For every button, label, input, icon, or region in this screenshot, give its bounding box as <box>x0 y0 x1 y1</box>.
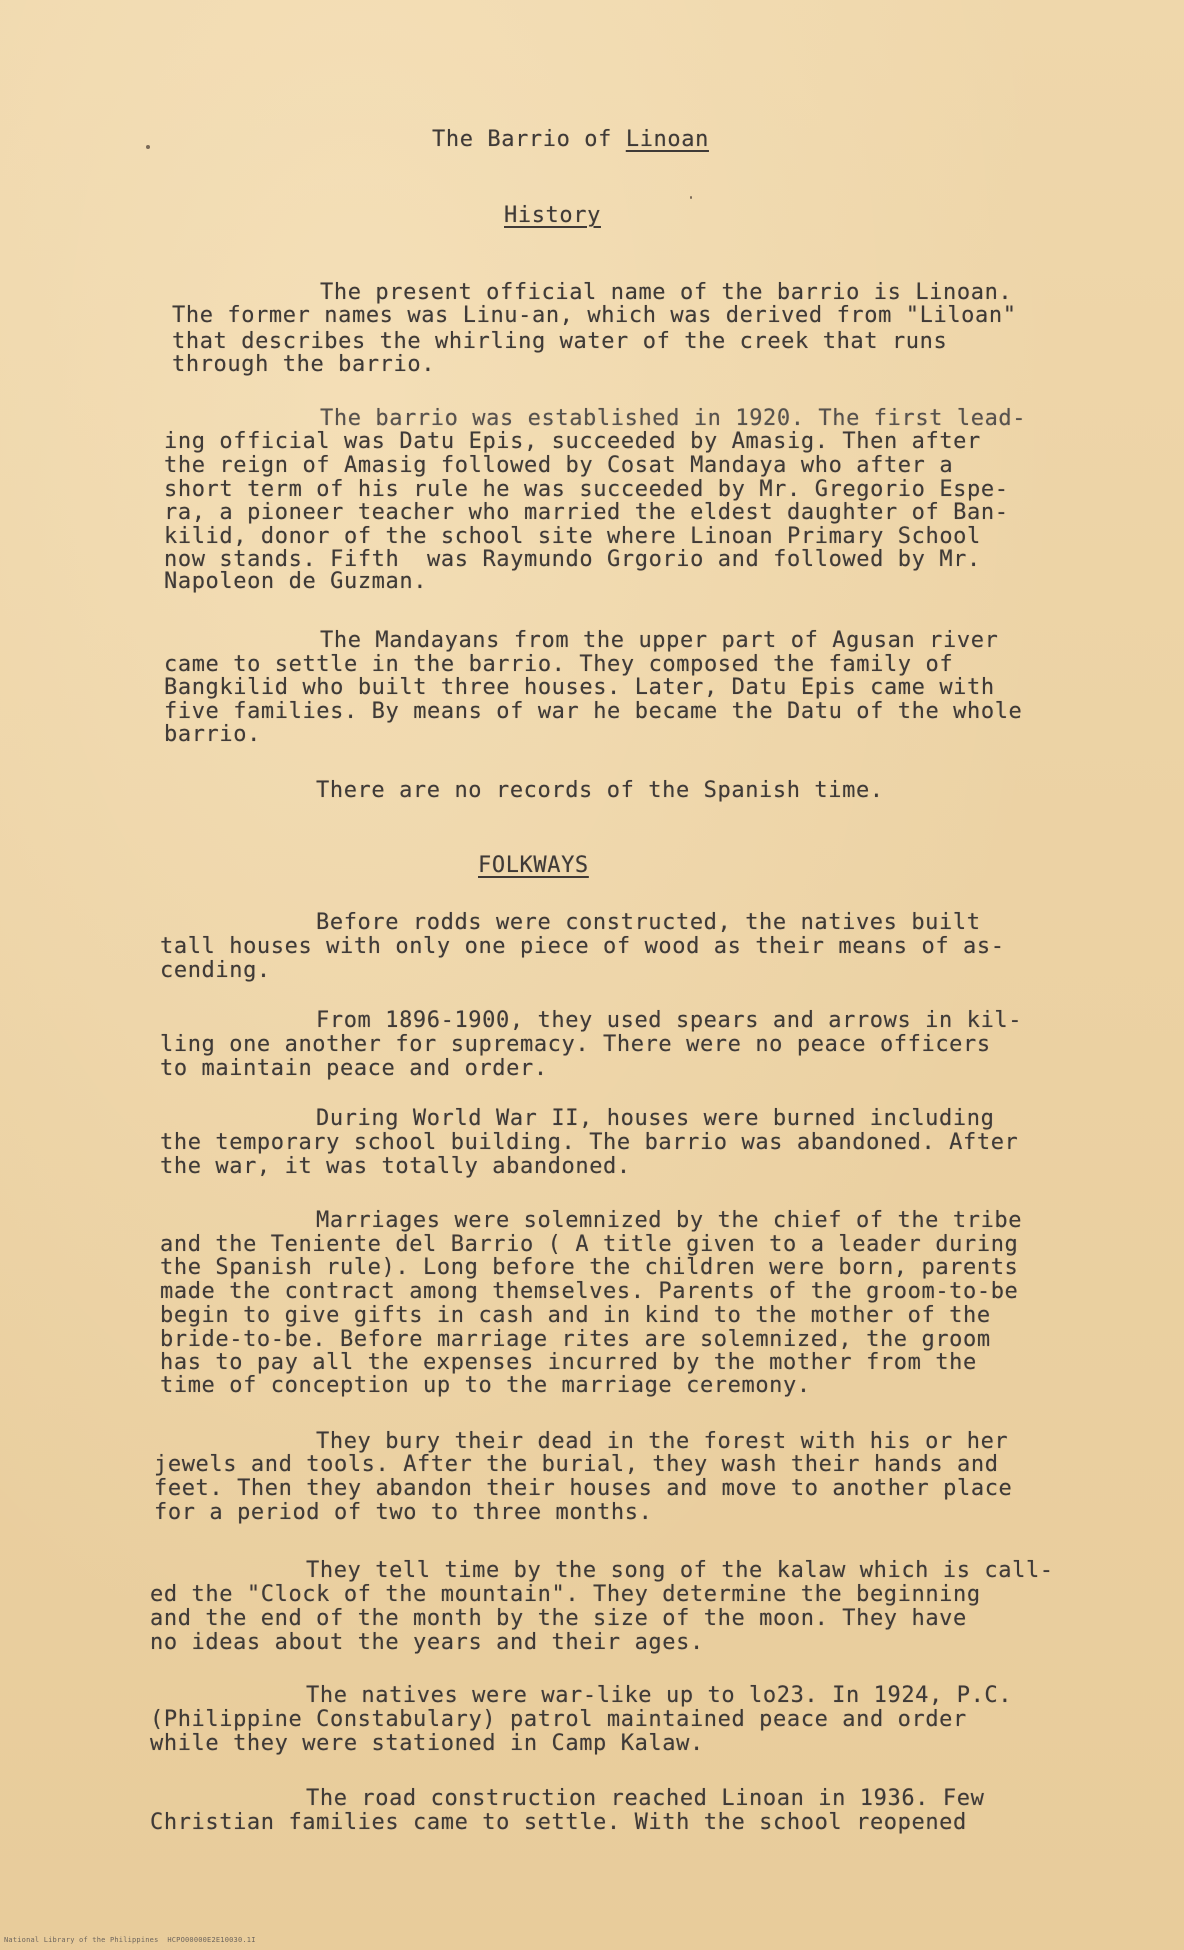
history-p3-line: Bangkilid who built three houses. Later, Datu Epis came with <box>164 675 995 700</box>
archive-credit: National Library of the Philippines HCPO00000E2E10030.1I <box>4 1936 256 1944</box>
folkways-p5-line: feet. Then they abandon their houses and move to another place <box>154 1476 1013 1501</box>
folkways-p7-line: The natives were war-like up to lo23. In 1924, P.C. <box>306 1683 1013 1708</box>
folkways-p1-line: Before rodds were constructed, the natives built <box>316 910 981 935</box>
folkways-p1-line: cending. <box>160 958 271 983</box>
history-p2-line: the reign of Amasig followed by Cosat Mandaya who after a <box>164 453 954 478</box>
folkways-p5-line: for a period of two to three months. <box>154 1500 653 1525</box>
history-p1-line: that describes the whirling water of the creek that runs <box>172 329 948 354</box>
folkways-p4-line: made the contract among themselves. Parents of the groom-to-be <box>160 1279 1019 1304</box>
title-prefix: The Barrio of <box>432 127 626 152</box>
folkways-p6-line: no ideas about the years and their ages. <box>150 1630 704 1655</box>
folkways-p7-line: while they were stationed in Camp Kalaw. <box>150 1731 704 1756</box>
section-heading-folkways: FOLKWAYS <box>478 853 589 878</box>
folkways-p5-line: They bury their dead in the forest with his or her <box>316 1429 1009 1454</box>
folkways-p8-line: The road construction reached Linoan in 1936. Few <box>306 1786 985 1811</box>
folkways-p4-line: the Spanish rule). Long before the children were born, parents <box>160 1255 1019 1280</box>
folkways-p3-line: the war, it was totally abandoned. <box>160 1154 631 1179</box>
history-p2-line: Napoleon de Guzman. <box>164 569 428 594</box>
title-place: Linoan <box>625 127 709 152</box>
folkways-p5-line: jewels and tools. After the burial, they wash their hands and <box>154 1452 999 1477</box>
paper-speck <box>690 196 692 199</box>
folkways-p2-line: to maintain peace and order. <box>160 1056 548 1081</box>
folkways-p2-line: From 1896-1900, they used spears and arrows in kil- <box>316 1008 1023 1033</box>
folkways-p4-line: bride-to-be. Before marriage rites are solemnized, the groom <box>160 1327 991 1352</box>
folkways-p1-line: tall houses with only one piece of wood as their means of as- <box>160 934 1005 959</box>
history-p3-line: five families. By means of war he became the Datu of the whole <box>164 699 1023 724</box>
folkways-p8-line: Christian families came to settle. With the school reopened <box>150 1810 967 1835</box>
history-p1-line: The former names was Linu-an, which was derived from "Liloan" <box>172 303 1017 328</box>
history-p2-line: ra, a pioneer teacher who married the eldest daughter of Ban- <box>164 500 1009 525</box>
folkways-p3-line: During World War II, houses were burned including <box>316 1106 995 1131</box>
folkways-p6-line: They tell time by the song of the kalaw which is call- <box>306 1558 1054 1583</box>
folkways-p2-line: ling one another for supremacy. There were no peace officers <box>160 1032 991 1057</box>
folkways-p7-line: (Philippine Constabulary) patrol maintained peace and order <box>150 1707 967 1732</box>
folkways-p4-line: Marriages were solemnized by the chief of the tribe <box>316 1208 1023 1233</box>
folkways-p4-line: time of conception up to the marriage ceremony. <box>160 1373 811 1398</box>
folkways-p6-line: ed the "Clock of the mountain". They determine the beginning <box>150 1582 981 1607</box>
history-p2-line: kilid, donor of the school site where Linoan Primary School <box>164 524 981 549</box>
history-p3-line: barrio. <box>164 722 261 747</box>
history-p2-line: ing official was Datu Epis, succeeded by Amasig. Then after <box>164 429 981 454</box>
folkways-p4-line: has to pay all the expenses incurred by the mother from the <box>160 1350 977 1375</box>
section-heading-history: History <box>504 203 601 228</box>
history-p1-line: The present official name of the barrio is Linoan. <box>320 280 1013 305</box>
history-p4-line: There are no records of the Spanish time. <box>316 778 884 803</box>
history-p3-line: The Mandayans from the upper part of Agusan river <box>320 628 999 653</box>
history-p2-line: short term of his rule he was succeeded by Mr. Gregorio Espe- <box>164 477 1009 502</box>
folkways-p3-line: the temporary school building. The barrio was abandoned. After <box>160 1130 1019 1155</box>
history-p1-line: through the barrio. <box>172 352 436 377</box>
history-p2-line: now stands. Fifth was Raymundo Grgorio and followed by Mr. <box>164 547 981 572</box>
page-title <box>432 127 709 152</box>
folkways-p6-line: and the end of the month by the size of the moon. They have <box>150 1606 967 1631</box>
folkways-p4-line: begin to give gifts in cash and in kind to the mother of the <box>160 1303 991 1328</box>
paper-speck <box>146 145 150 149</box>
folkways-p4-line: and the Teniente del Barrio ( A title given to a leader during <box>160 1232 1019 1257</box>
history-p3-line: came to settle in the barrio. They composed the family of <box>164 652 954 677</box>
history-p2-line: The barrio was established in 1920. The first lead- <box>320 406 1027 431</box>
